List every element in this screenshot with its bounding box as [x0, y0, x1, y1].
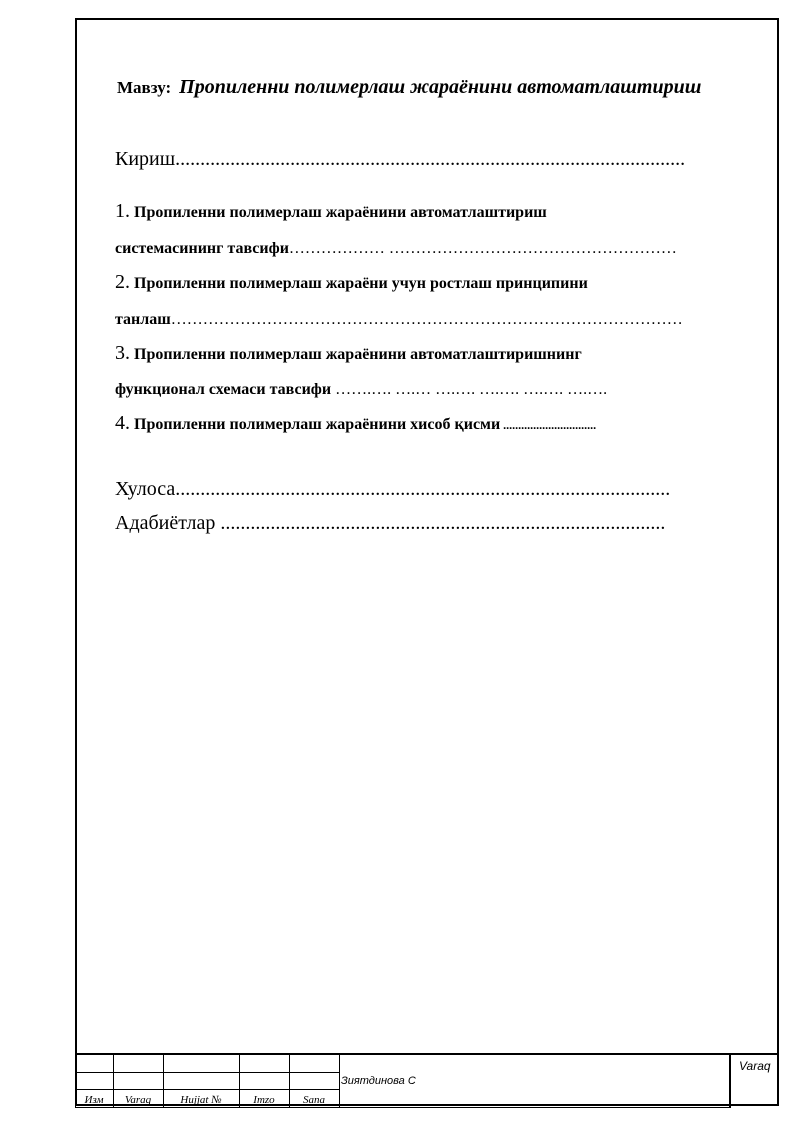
toc-item-1-line1: 1. Пропиленни полимерлаш жараёнини автоматлаштириш	[115, 200, 547, 222]
toc-item-4: 4. Пропиленни полимерлаш жараёнини хисоб қисми ...............................	[115, 412, 597, 434]
topic-title: Пропиленни полимерлаш жараёнини автоматлаштириш	[179, 76, 702, 98]
stamp-col-varaq: Varaq	[124, 1094, 152, 1106]
stamp-author: Зиятдинова С	[341, 1075, 416, 1087]
stamp-col-sana: Sana	[303, 1094, 325, 1106]
toc-item-2-line2: танлаш……………………………………………………………………………………	[115, 311, 683, 328]
title-block	[75, 1053, 779, 1106]
toc-item-1-line2: системасининг тавсифи……………… ………………………………………………	[115, 240, 677, 257]
page-frame	[75, 18, 779, 1106]
toc-item-3-line2: функционал схемаси тавсифи …….…. ….… ….…. ….…. ….…. ….….	[115, 381, 608, 398]
stamp-col-imzo: Imzo	[253, 1094, 275, 1106]
toc-item-3-line1: 3. Пропиленни полимерлаш жараёнини автоматлаштиришнинг	[115, 342, 582, 364]
topic-heading	[117, 76, 777, 99]
stamp-col-hujjat: Hujjat №	[180, 1094, 222, 1106]
stamp-col-izm: Изм	[84, 1094, 104, 1106]
toc-intro: Кириш......................................................................................................	[115, 148, 686, 170]
stamp-sheet-label: Varaq	[739, 1059, 771, 1073]
stamp-sheet-box	[729, 1055, 779, 1108]
toc-conclusion: Хулоса...................................................................................................	[115, 478, 671, 500]
toc-item-2-line1: 2. Пропиленни полимерлаш жараёни учун ростлаш принципини	[115, 271, 588, 293]
topic-label: Мавзу:	[117, 78, 172, 97]
toc-references: Адабиётлар .........................................................................................	[115, 512, 666, 534]
